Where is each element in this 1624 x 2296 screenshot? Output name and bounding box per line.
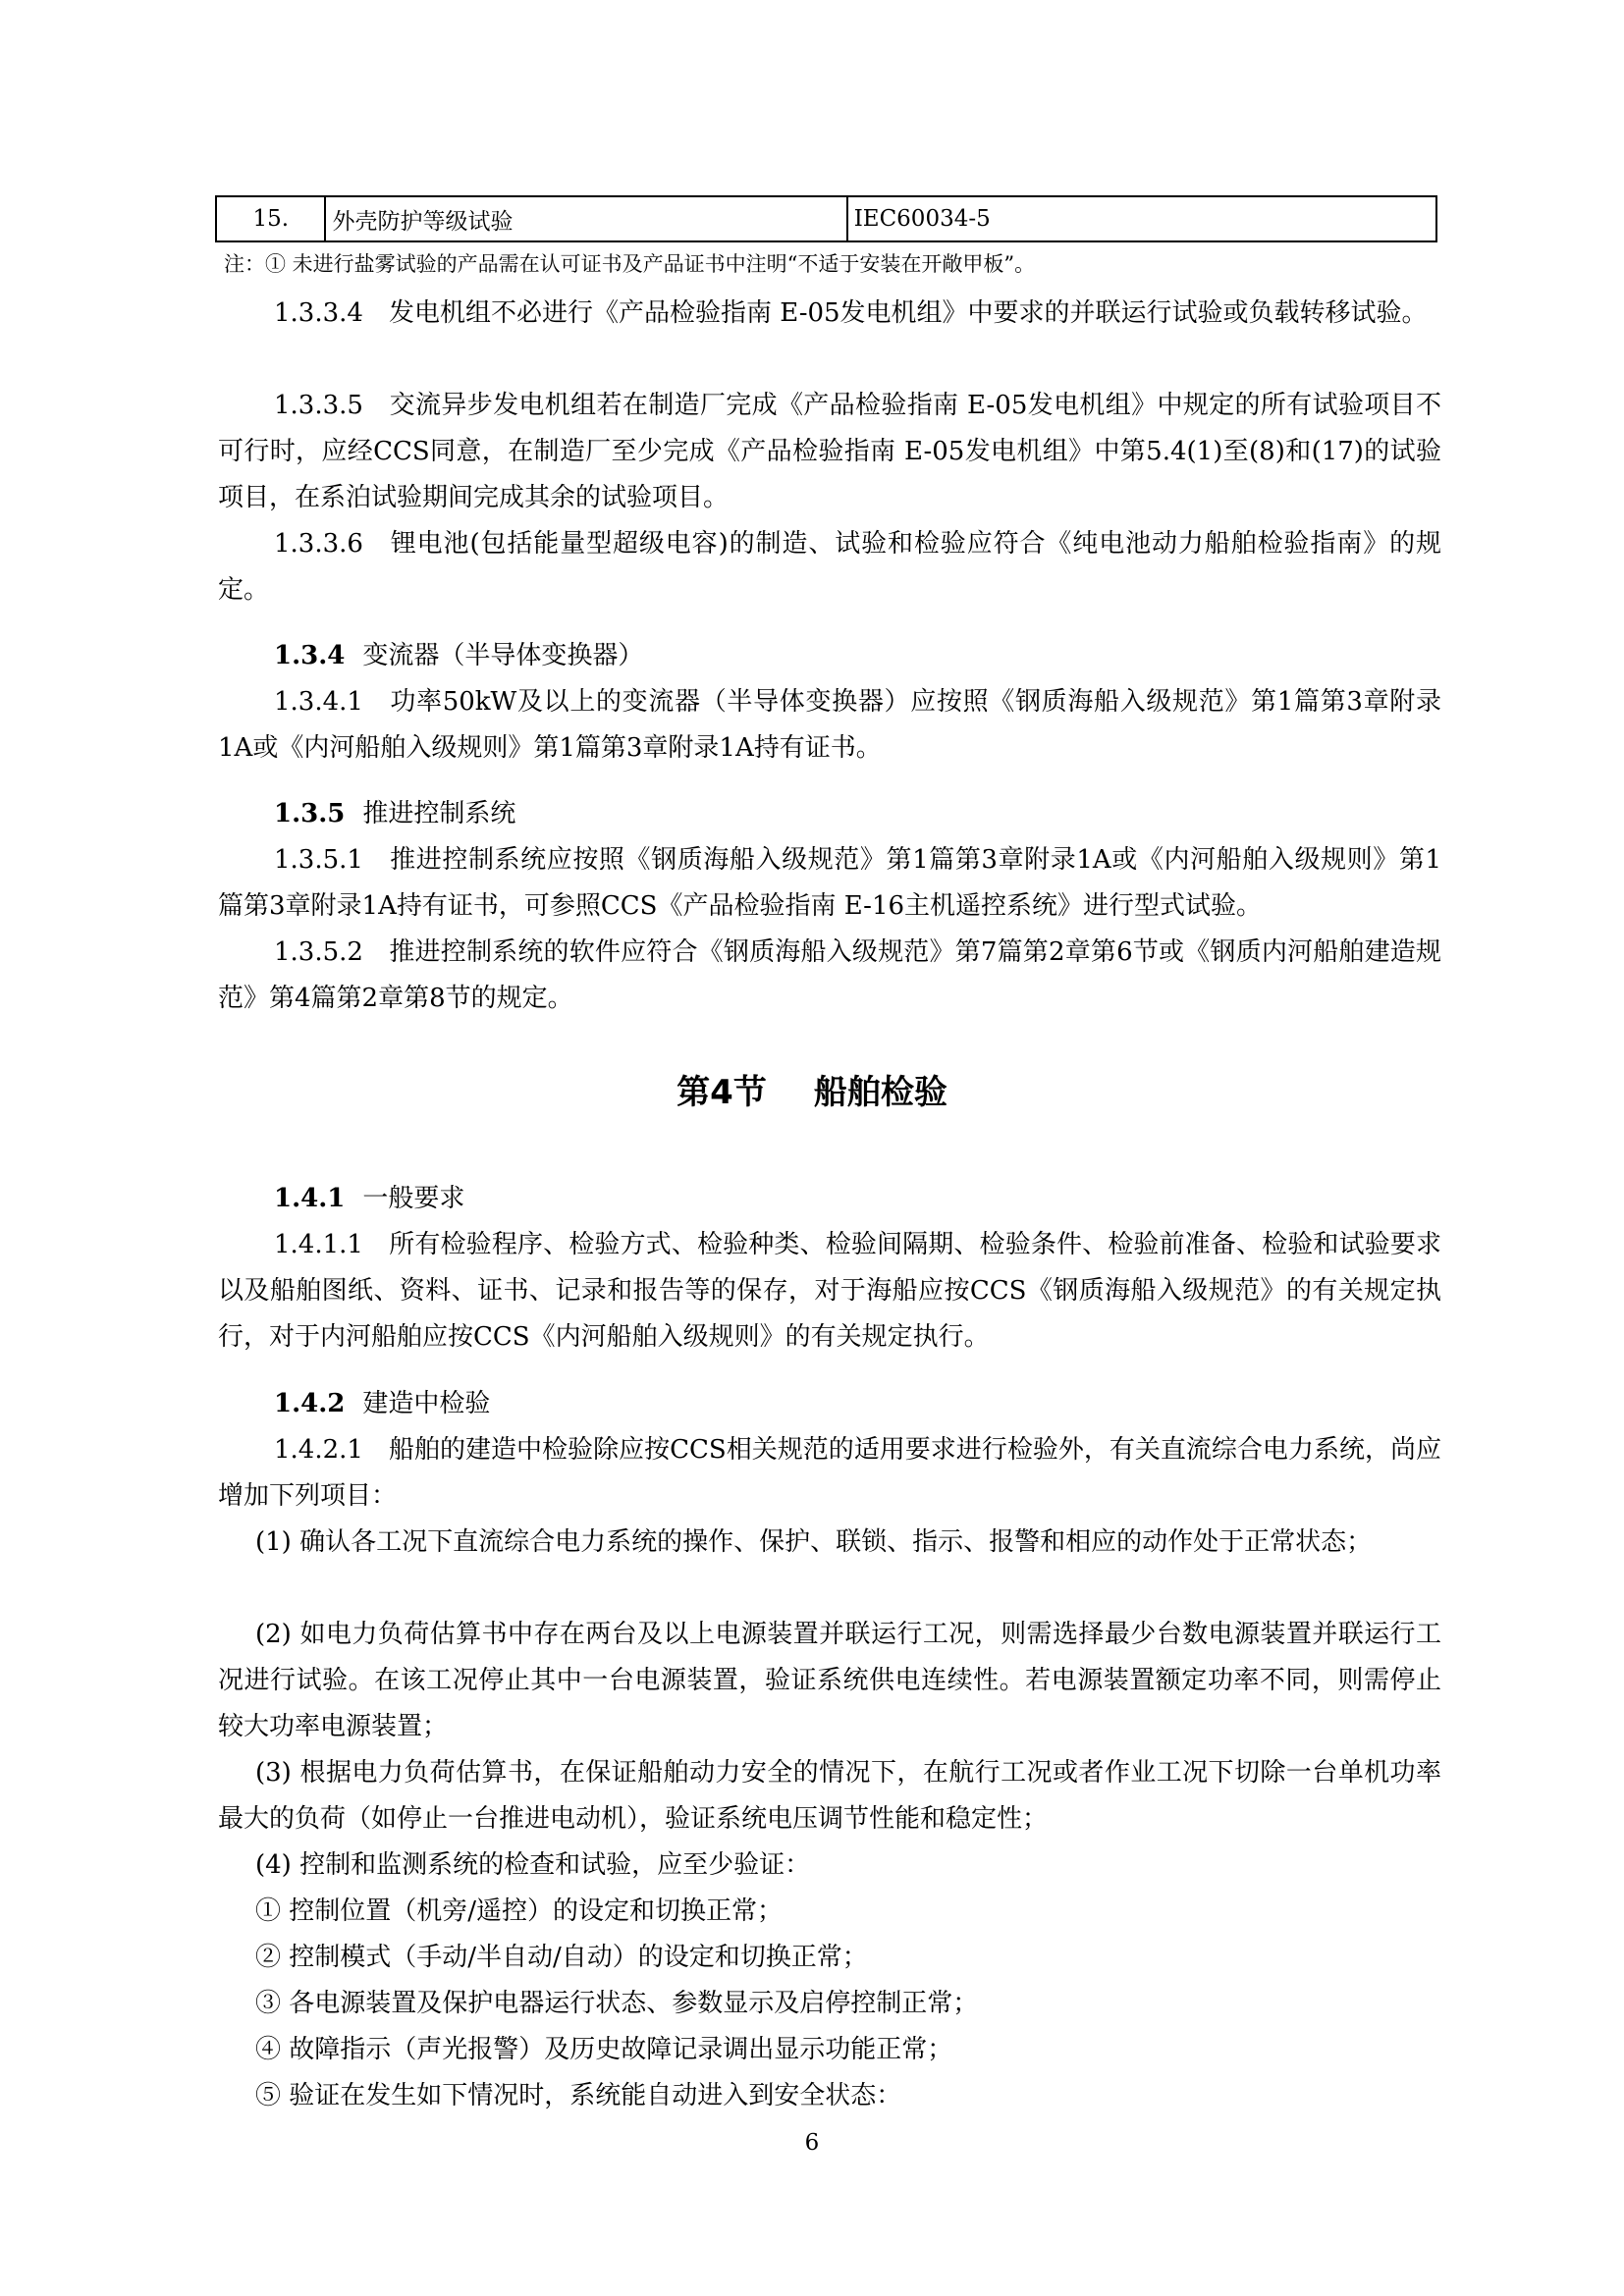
subheading-1-3-5 — [274, 791, 515, 837]
list-item-4: (4) 控制和监测系统的检查和试验，应至少验证： — [255, 1850, 811, 1880]
subheading-title: 一般要求 — [362, 1184, 465, 1213]
check-item-3: ③ 各电源装置及保护电器运行状态、参数显示及启停控制正常； — [255, 1989, 979, 2018]
paragraph-1-3-5-1: 1.3.5.1 推进控制系统应按照《钢质海船入级规范》第1篇第3章附录1A或《内河船舶入级规则》第1篇第3章附录1A持有证书，可参照CCS《产品检验指南 E-16主机遥控系统》进行型式试验。 — [218, 845, 1441, 921]
subheading-number: 1.4.1 — [274, 1184, 346, 1213]
table-row — [216, 196, 1436, 241]
subheading-number: 1.3.4 — [274, 641, 346, 670]
table-note: 注：① 未进行盐雾试验的产品需在认可证书及产品证书中注明“不适于安装在开敞甲板”。 — [224, 252, 1036, 276]
page-number: 6 — [804, 2130, 820, 2156]
paragraph-1-3-4-1: 1.3.4.1 功率50kW及以上的变流器（半导体变换器）应按照《钢质海船入级规范》第1篇第3章附录1A或《内河船舶入级规则》第1篇第3章附录1A持有证书。 — [218, 687, 1441, 763]
test-items-table — [215, 195, 1437, 242]
section-number: 第4节 — [677, 1073, 767, 1112]
subheading-1-3-4 — [274, 633, 643, 679]
subheading-1-4-2 — [274, 1381, 490, 1427]
paragraph-1-3-3-6: 1.3.3.6 锂电池(包括能量型超级电容)的制造、试验和检验应符合《纯电池动力船舶检验指南》的规定。 — [218, 529, 1441, 605]
subheading-1-4-1 — [274, 1176, 464, 1222]
section-title: 船舶检验 — [813, 1073, 947, 1112]
table-cell-item: 外壳防护等级试验 — [325, 196, 846, 241]
subheading-number: 1.4.2 — [274, 1389, 346, 1418]
subheading-title: 推进控制系统 — [362, 799, 516, 828]
check-item-1: ① 控制位置（机旁/遥控）的设定和切换正常； — [255, 1896, 784, 1926]
check-item-2: ② 控制模式（手动/半自动/自动）的设定和切换正常； — [255, 1943, 868, 1972]
list-item-1: (1) 确认各工况下直流综合电力系统的操作、保护、联锁、指示、报警和相应的动作处于正常状态； — [255, 1527, 1373, 1557]
paragraph-1-3-3-4: 1.3.3.4 发电机组不必进行《产品检验指南 E-05发电机组》中要求的并联运行试验或负载转移试验。 — [274, 298, 1428, 328]
list-item-2: (2) 如电力负荷估算书中存在两台及以上电源装置并联运行工况，则需选择最少台数电源装置并联运行工况进行试验。在该工况停止其中一台电源装置，验证系统供电连续性。若电源装置额定功率不同，则需停止较大功率电源装置； — [218, 1620, 1441, 1741]
section-heading — [0, 1065, 1624, 1113]
list-item-3: (3) 根据电力负荷估算书，在保证船舶动力安全的情况下，在航行工况或者作业工况下切除一台单机功率最大的负荷（如停止一台推进电动机），验证系统电压调节性能和稳定性； — [218, 1758, 1441, 1834]
subheading-number: 1.3.5 — [274, 799, 346, 828]
paragraph-1-4-2-1: 1.4.2.1 船舶的建造中检验除应按CCS相关规范的适用要求进行检验外，有关直流综合电力系统，尚应增加下列项目： — [218, 1435, 1441, 1511]
check-item-5: ⑤ 验证在发生如下情况时，系统能自动进入到安全状态： — [255, 2081, 902, 2110]
paragraph-1-3-3-5: 1.3.3.5 交流异步发电机组若在制造厂完成《产品检验指南 E-05发电机组》中规定的所有试验项目不可行时，应经CCS同意，在制造厂至少完成《产品检验指南 E-05发电机组》中第5.4(1)至(8)和(17)的试验项目，在系泊试验期间完成其余的试验项目。 — [218, 391, 1441, 512]
subheading-title: 建造中检验 — [362, 1389, 491, 1418]
check-item-4: ④ 故障指示（声光报警）及历史故障记录调出显示功能正常； — [255, 2035, 953, 2064]
table-cell-standard: IEC60034-5 — [847, 196, 1436, 241]
subheading-title: 变流器（半导体变换器） — [362, 641, 644, 670]
paragraph-1-4-1-1: 1.4.1.1 所有检验程序、检验方式、检验种类、检验间隔期、检验条件、检验前准备、检验和试验要求以及船舶图纸、资料、证书、记录和报告等的保存，对于海船应按CCS《钢质海船入级规范》的有关规定执行，对于内河船舶应按CCS《内河船舶入级规则》的有关规定执行。 — [218, 1230, 1441, 1352]
paragraph-1-3-5-2: 1.3.5.2 推进控制系统的软件应符合《钢质海船入级规范》第7篇第2章第6节或《钢质内河船舶建造规范》第4篇第2章第8节的规定。 — [218, 937, 1441, 1013]
table-cell-number: 15. — [216, 196, 325, 241]
